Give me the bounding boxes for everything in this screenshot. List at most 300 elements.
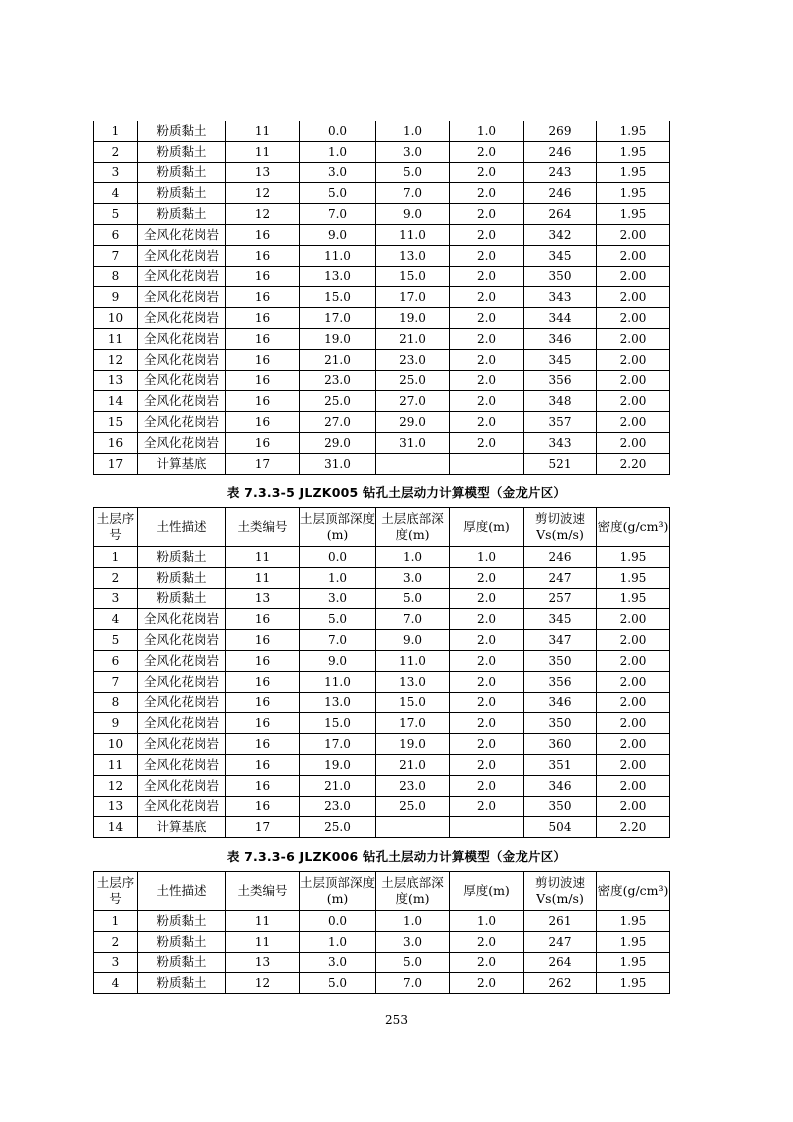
cell-bottom-depth: 3.0	[376, 567, 450, 588]
cell-density: 1.95	[597, 141, 670, 162]
cell-layer-no: 14	[94, 391, 138, 412]
cell-layer-no: 1	[94, 547, 138, 568]
table-row	[94, 266, 670, 287]
cell-shear-velocity: 356	[524, 370, 597, 391]
cell-bottom-depth: 5.0	[376, 162, 450, 183]
cell-shear-velocity: 246	[524, 183, 597, 204]
cell-thickness: 2.0	[450, 754, 524, 775]
cell-soil-code: 16	[226, 370, 300, 391]
cell-layer-no: 13	[94, 370, 138, 391]
table-row	[94, 952, 670, 973]
cell-bottom-depth: 19.0	[376, 308, 450, 329]
table-row	[94, 713, 670, 734]
cell-bottom-depth: 1.0	[376, 547, 450, 568]
cell-thickness: 2.0	[450, 734, 524, 755]
cell-soil-desc: 全风化花岗岩	[138, 328, 226, 349]
table-row	[94, 796, 670, 817]
cell-thickness: 2.0	[450, 432, 524, 453]
table-row	[94, 183, 670, 204]
cell-thickness: 2.0	[450, 713, 524, 734]
cell-thickness: 1.0	[450, 121, 524, 141]
header-soil-code: 土类编号	[226, 872, 300, 911]
cell-thickness: 2.0	[450, 973, 524, 994]
cell-density: 2.00	[597, 609, 670, 630]
header-soil-desc: 土性描述	[138, 872, 226, 911]
cell-layer-no: 12	[94, 775, 138, 796]
cell-top-depth: 9.0	[300, 650, 376, 671]
cell-thickness: 1.0	[450, 911, 524, 932]
cell-layer-no: 8	[94, 266, 138, 287]
cell-thickness: 2.0	[450, 183, 524, 204]
cell-thickness: 2.0	[450, 141, 524, 162]
cell-density: 1.95	[597, 911, 670, 932]
cell-top-depth: 9.0	[300, 224, 376, 245]
cell-top-depth: 0.0	[300, 547, 376, 568]
cell-density: 2.00	[597, 308, 670, 329]
cell-density: 2.00	[597, 796, 670, 817]
header-soil-code: 土类编号	[226, 508, 300, 547]
cell-soil-code: 13	[226, 162, 300, 183]
cell-top-depth: 3.0	[300, 162, 376, 183]
table-row	[94, 391, 670, 412]
cell-bottom-depth: 25.0	[376, 370, 450, 391]
cell-bottom-depth	[376, 817, 450, 838]
cell-bottom-depth: 17.0	[376, 287, 450, 308]
cell-soil-desc: 粉质黏土	[138, 547, 226, 568]
cell-layer-no: 1	[94, 121, 138, 141]
table2-body	[94, 547, 670, 838]
table-row	[94, 650, 670, 671]
cell-soil-code: 16	[226, 734, 300, 755]
header-density: 密度(g/cm³)	[597, 508, 670, 547]
cell-shear-velocity: 346	[524, 692, 597, 713]
cell-soil-code: 16	[226, 630, 300, 651]
cell-shear-velocity: 257	[524, 588, 597, 609]
table-row	[94, 328, 670, 349]
cell-density: 2.00	[597, 775, 670, 796]
cell-soil-desc: 全风化花岗岩	[138, 796, 226, 817]
cell-thickness: 2.0	[450, 224, 524, 245]
cell-top-depth: 23.0	[300, 370, 376, 391]
cell-thickness: 2.0	[450, 692, 524, 713]
cell-soil-code: 16	[226, 412, 300, 433]
cell-shear-velocity: 246	[524, 547, 597, 568]
cell-shear-velocity: 243	[524, 162, 597, 183]
header-bottom-depth: 土层底部深度(m)	[376, 872, 450, 911]
cell-layer-no: 10	[94, 734, 138, 755]
cell-bottom-depth: 31.0	[376, 432, 450, 453]
cell-layer-no: 5	[94, 204, 138, 225]
cell-soil-desc: 全风化花岗岩	[138, 692, 226, 713]
cell-thickness: 2.0	[450, 671, 524, 692]
cell-soil-desc: 全风化花岗岩	[138, 671, 226, 692]
cell-soil-code: 13	[226, 952, 300, 973]
cell-shear-velocity: 350	[524, 650, 597, 671]
table-row	[94, 609, 670, 630]
header-top-depth: 土层顶部深度(m)	[300, 872, 376, 911]
cell-layer-no: 12	[94, 349, 138, 370]
header-density: 密度(g/cm³)	[597, 872, 670, 911]
table2-caption: 表 7.3.3-5 JLZK005 钻孔土层动力计算模型（金龙片区）	[226, 485, 567, 500]
cell-soil-desc: 粉质黏土	[138, 911, 226, 932]
cell-thickness: 2.0	[450, 245, 524, 266]
cell-density: 2.00	[597, 266, 670, 287]
cell-soil-desc: 粉质黏土	[138, 204, 226, 225]
cell-layer-no: 2	[94, 931, 138, 952]
cell-density: 2.00	[597, 692, 670, 713]
cell-bottom-depth: 21.0	[376, 754, 450, 775]
table-row	[94, 588, 670, 609]
table3-caption: 表 7.3.3-6 JLZK006 钻孔土层动力计算模型（金龙片区）	[226, 849, 567, 864]
table-row	[94, 224, 670, 245]
table-row	[94, 671, 670, 692]
cell-soil-code: 17	[226, 453, 300, 474]
cell-density: 2.00	[597, 432, 670, 453]
cell-layer-no: 6	[94, 650, 138, 671]
cell-top-depth: 29.0	[300, 432, 376, 453]
table-row	[94, 121, 670, 141]
cell-layer-no: 10	[94, 308, 138, 329]
cell-top-depth: 13.0	[300, 692, 376, 713]
cell-thickness: 2.0	[450, 412, 524, 433]
cell-soil-code: 16	[226, 796, 300, 817]
cell-bottom-depth: 17.0	[376, 713, 450, 734]
cell-soil-code: 17	[226, 817, 300, 838]
cell-density: 2.00	[597, 630, 670, 651]
cell-density: 1.95	[597, 567, 670, 588]
cell-soil-desc: 全风化花岗岩	[138, 308, 226, 329]
cell-bottom-depth: 7.0	[376, 609, 450, 630]
cell-bottom-depth: 3.0	[376, 141, 450, 162]
cell-top-depth: 5.0	[300, 973, 376, 994]
cell-shear-velocity: 346	[524, 328, 597, 349]
cell-soil-desc: 粉质黏土	[138, 183, 226, 204]
cell-layer-no: 13	[94, 796, 138, 817]
cell-soil-code: 16	[226, 609, 300, 630]
cell-thickness: 2.0	[450, 162, 524, 183]
cell-thickness: 2.0	[450, 630, 524, 651]
cell-soil-desc: 粉质黏土	[138, 952, 226, 973]
cell-bottom-depth: 29.0	[376, 412, 450, 433]
cell-layer-no: 16	[94, 432, 138, 453]
cell-top-depth: 31.0	[300, 453, 376, 474]
header-top-depth: 土层顶部深度(m)	[300, 508, 376, 547]
cell-soil-desc: 粉质黏土	[138, 162, 226, 183]
cell-density: 2.00	[597, 734, 670, 755]
cell-bottom-depth: 27.0	[376, 391, 450, 412]
cell-shear-velocity: 521	[524, 453, 597, 474]
cell-thickness: 2.0	[450, 287, 524, 308]
header-layer-no: 土层序号	[94, 508, 138, 547]
cell-bottom-depth: 23.0	[376, 775, 450, 796]
cell-soil-desc: 粉质黏土	[138, 931, 226, 952]
cell-top-depth: 1.0	[300, 141, 376, 162]
cell-top-depth: 15.0	[300, 713, 376, 734]
table-row	[94, 692, 670, 713]
cell-soil-desc: 全风化花岗岩	[138, 412, 226, 433]
cell-density: 2.00	[597, 370, 670, 391]
cell-thickness: 2.0	[450, 349, 524, 370]
cell-layer-no: 4	[94, 609, 138, 630]
cell-soil-desc: 全风化花岗岩	[138, 245, 226, 266]
cell-soil-desc: 全风化花岗岩	[138, 224, 226, 245]
cell-soil-code: 16	[226, 754, 300, 775]
cell-density: 2.00	[597, 412, 670, 433]
table-row	[94, 287, 670, 308]
cell-layer-no: 14	[94, 817, 138, 838]
cell-soil-code: 11	[226, 931, 300, 952]
cell-thickness	[450, 817, 524, 838]
cell-layer-no: 2	[94, 141, 138, 162]
cell-bottom-depth: 1.0	[376, 121, 450, 141]
header-thickness: 厚度(m)	[450, 872, 524, 911]
cell-soil-code: 16	[226, 308, 300, 329]
table-row	[94, 911, 670, 932]
table-row	[94, 204, 670, 225]
cell-bottom-depth: 7.0	[376, 183, 450, 204]
cell-bottom-depth: 11.0	[376, 224, 450, 245]
cell-density: 2.00	[597, 713, 670, 734]
cell-shear-velocity: 262	[524, 973, 597, 994]
cell-bottom-depth: 3.0	[376, 931, 450, 952]
cell-layer-no: 1	[94, 911, 138, 932]
table2-header-row	[94, 508, 670, 547]
cell-shear-velocity: 264	[524, 204, 597, 225]
cell-density: 1.95	[597, 183, 670, 204]
table-row	[94, 370, 670, 391]
cell-density: 1.95	[597, 973, 670, 994]
cell-soil-desc: 全风化花岗岩	[138, 609, 226, 630]
cell-top-depth: 15.0	[300, 287, 376, 308]
cell-top-depth: 13.0	[300, 266, 376, 287]
cell-top-depth: 1.0	[300, 567, 376, 588]
table-row	[94, 162, 670, 183]
cell-layer-no: 2	[94, 567, 138, 588]
cell-top-depth: 11.0	[300, 245, 376, 266]
cell-bottom-depth: 19.0	[376, 734, 450, 755]
cell-shear-velocity: 360	[524, 734, 597, 755]
cell-top-depth: 5.0	[300, 183, 376, 204]
cell-thickness: 2.0	[450, 588, 524, 609]
cell-top-depth: 7.0	[300, 204, 376, 225]
page-number: 253	[385, 1013, 408, 1027]
cell-soil-desc: 全风化花岗岩	[138, 630, 226, 651]
cell-density: 2.00	[597, 650, 670, 671]
table-row	[94, 734, 670, 755]
cell-top-depth: 25.0	[300, 391, 376, 412]
cell-soil-desc: 全风化花岗岩	[138, 775, 226, 796]
cell-soil-code: 16	[226, 391, 300, 412]
cell-top-depth: 21.0	[300, 349, 376, 370]
table-row	[94, 245, 670, 266]
table-row	[94, 141, 670, 162]
cell-layer-no: 9	[94, 287, 138, 308]
cell-soil-code: 16	[226, 328, 300, 349]
cell-density: 1.95	[597, 204, 670, 225]
cell-top-depth: 0.0	[300, 911, 376, 932]
cell-soil-code: 16	[226, 266, 300, 287]
cell-shear-velocity: 345	[524, 349, 597, 370]
cell-soil-code: 16	[226, 671, 300, 692]
cell-bottom-depth	[376, 453, 450, 474]
cell-soil-code: 12	[226, 204, 300, 225]
cell-bottom-depth: 5.0	[376, 952, 450, 973]
cell-soil-desc: 全风化花岗岩	[138, 287, 226, 308]
cell-density: 1.95	[597, 121, 670, 141]
cell-top-depth: 19.0	[300, 754, 376, 775]
table-jlzk005	[93, 507, 670, 838]
cell-top-depth: 0.0	[300, 121, 376, 141]
cell-soil-desc: 粉质黏土	[138, 121, 226, 141]
cell-soil-code: 16	[226, 349, 300, 370]
cell-soil-desc: 粉质黏土	[138, 567, 226, 588]
cell-soil-desc: 全风化花岗岩	[138, 734, 226, 755]
cell-density: 1.95	[597, 952, 670, 973]
table-row	[94, 412, 670, 433]
cell-thickness: 2.0	[450, 266, 524, 287]
cell-shear-velocity: 261	[524, 911, 597, 932]
cell-soil-desc: 全风化花岗岩	[138, 349, 226, 370]
cell-shear-velocity: 350	[524, 796, 597, 817]
cell-top-depth: 27.0	[300, 412, 376, 433]
cell-soil-code: 12	[226, 183, 300, 204]
cell-density: 2.00	[597, 391, 670, 412]
cell-thickness: 2.0	[450, 567, 524, 588]
cell-bottom-depth: 11.0	[376, 650, 450, 671]
cell-shear-velocity: 356	[524, 671, 597, 692]
table-row	[94, 432, 670, 453]
header-shear-velocity: 剪切波速Vs(m/s)	[524, 872, 597, 911]
cell-thickness: 1.0	[450, 547, 524, 568]
cell-layer-no: 3	[94, 162, 138, 183]
table3-body	[94, 911, 670, 994]
cell-top-depth: 19.0	[300, 328, 376, 349]
cell-soil-desc: 粉质黏土	[138, 973, 226, 994]
cell-thickness: 2.0	[450, 391, 524, 412]
cell-layer-no: 3	[94, 588, 138, 609]
table-row	[94, 547, 670, 568]
cell-density: 1.95	[597, 547, 670, 568]
cell-soil-code: 11	[226, 121, 300, 141]
cell-top-depth: 17.0	[300, 734, 376, 755]
cell-shear-velocity: 264	[524, 952, 597, 973]
table-row	[94, 817, 670, 838]
cell-shear-velocity: 350	[524, 266, 597, 287]
cell-soil-code: 16	[226, 224, 300, 245]
cell-soil-code: 16	[226, 432, 300, 453]
cell-density: 1.95	[597, 588, 670, 609]
cell-thickness: 2.0	[450, 609, 524, 630]
header-soil-desc: 土性描述	[138, 508, 226, 547]
cell-shear-velocity: 246	[524, 141, 597, 162]
cell-density: 2.00	[597, 224, 670, 245]
cell-shear-velocity: 346	[524, 775, 597, 796]
cell-soil-code: 11	[226, 547, 300, 568]
cell-density: 2.00	[597, 287, 670, 308]
cell-soil-code: 12	[226, 973, 300, 994]
cell-top-depth: 17.0	[300, 308, 376, 329]
cell-bottom-depth: 15.0	[376, 266, 450, 287]
cell-layer-no: 17	[94, 453, 138, 474]
cell-top-depth: 7.0	[300, 630, 376, 651]
cell-layer-no: 15	[94, 412, 138, 433]
cell-density: 1.95	[597, 931, 670, 952]
cell-soil-code: 13	[226, 588, 300, 609]
cell-bottom-depth: 9.0	[376, 630, 450, 651]
cell-shear-velocity: 342	[524, 224, 597, 245]
cell-bottom-depth: 13.0	[376, 671, 450, 692]
cell-shear-velocity: 357	[524, 412, 597, 433]
cell-soil-code: 16	[226, 775, 300, 796]
cell-top-depth: 11.0	[300, 671, 376, 692]
cell-soil-desc: 全风化花岗岩	[138, 713, 226, 734]
cell-shear-velocity: 347	[524, 630, 597, 651]
table-jlzk006	[93, 871, 670, 994]
cell-layer-no: 7	[94, 671, 138, 692]
cell-soil-code: 16	[226, 245, 300, 266]
cell-layer-no: 9	[94, 713, 138, 734]
cell-soil-code: 16	[226, 287, 300, 308]
cell-shear-velocity: 247	[524, 567, 597, 588]
cell-density: 2.00	[597, 349, 670, 370]
cell-density: 2.00	[597, 671, 670, 692]
cell-thickness: 2.0	[450, 931, 524, 952]
cell-thickness: 2.0	[450, 775, 524, 796]
cell-bottom-depth: 7.0	[376, 973, 450, 994]
header-layer-no: 土层序号	[94, 872, 138, 911]
cell-top-depth: 1.0	[300, 931, 376, 952]
cell-thickness: 2.0	[450, 328, 524, 349]
header-shear-velocity: 剪切波速Vs(m/s)	[524, 508, 597, 547]
cell-bottom-depth: 23.0	[376, 349, 450, 370]
cell-thickness: 2.0	[450, 650, 524, 671]
cell-thickness: 2.0	[450, 952, 524, 973]
table-row	[94, 775, 670, 796]
cell-bottom-depth: 15.0	[376, 692, 450, 713]
cell-density: 2.00	[597, 245, 670, 266]
cell-layer-no: 11	[94, 754, 138, 775]
table-row	[94, 567, 670, 588]
cell-shear-velocity: 345	[524, 245, 597, 266]
cell-bottom-depth: 1.0	[376, 911, 450, 932]
cell-bottom-depth: 13.0	[376, 245, 450, 266]
cell-top-depth: 3.0	[300, 588, 376, 609]
cell-shear-velocity: 350	[524, 713, 597, 734]
cell-layer-no: 4	[94, 973, 138, 994]
cell-top-depth: 3.0	[300, 952, 376, 973]
cell-layer-no: 7	[94, 245, 138, 266]
cell-bottom-depth: 5.0	[376, 588, 450, 609]
cell-top-depth: 25.0	[300, 817, 376, 838]
header-thickness: 厚度(m)	[450, 508, 524, 547]
cell-top-depth: 23.0	[300, 796, 376, 817]
cell-shear-velocity: 343	[524, 432, 597, 453]
cell-shear-velocity: 269	[524, 121, 597, 141]
cell-bottom-depth: 25.0	[376, 796, 450, 817]
cell-bottom-depth: 21.0	[376, 328, 450, 349]
cell-shear-velocity: 351	[524, 754, 597, 775]
table3-header-row	[94, 872, 670, 911]
cell-density: 1.95	[597, 162, 670, 183]
cell-soil-code: 11	[226, 911, 300, 932]
cell-soil-code: 16	[226, 713, 300, 734]
cell-shear-velocity: 345	[524, 609, 597, 630]
cell-soil-desc: 粉质黏土	[138, 588, 226, 609]
table1-body	[94, 121, 670, 474]
cell-thickness: 2.0	[450, 308, 524, 329]
cell-soil-desc: 粉质黏土	[138, 141, 226, 162]
table-row	[94, 630, 670, 651]
